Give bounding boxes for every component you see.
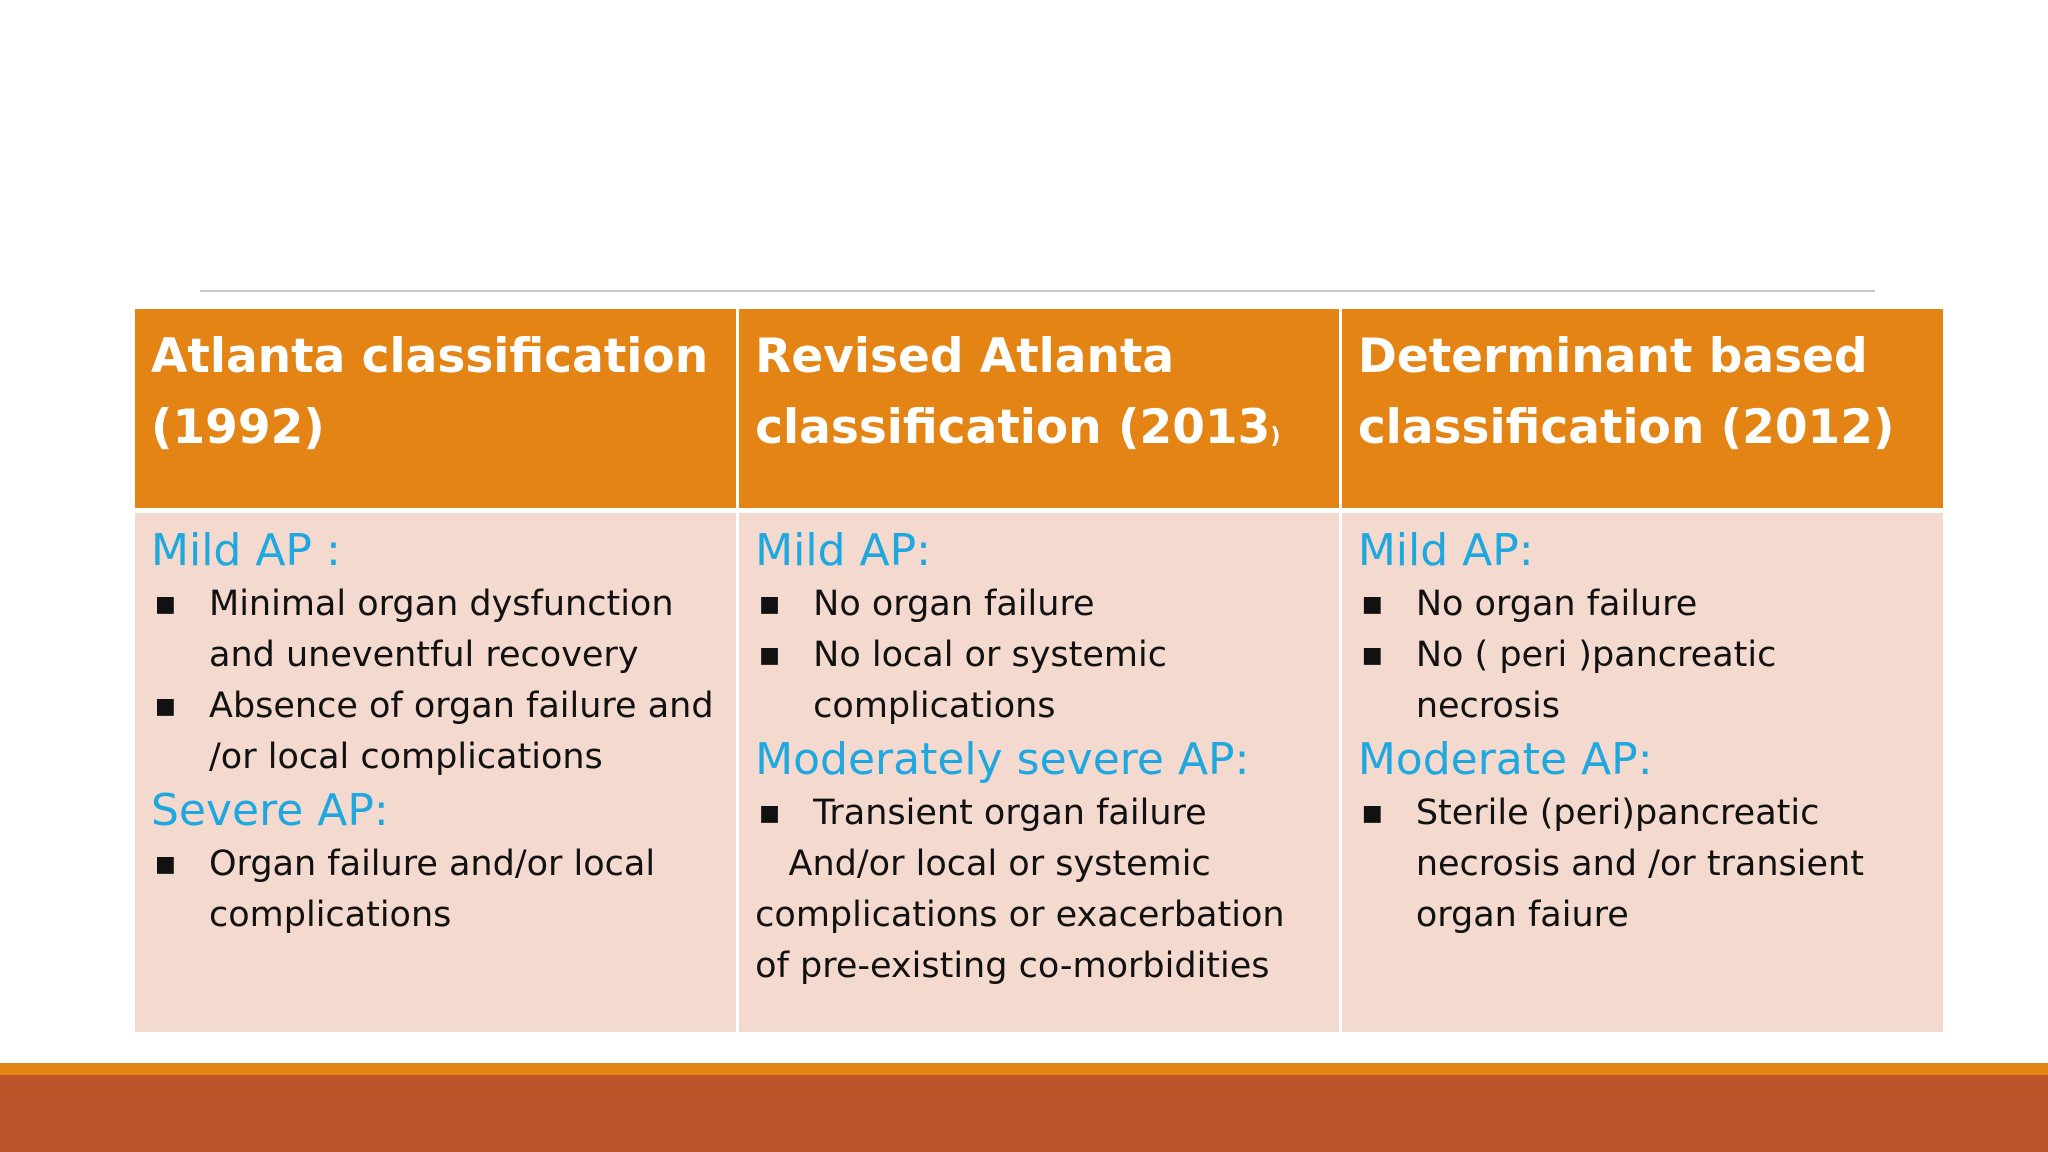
section-title: Mild AP: [755, 524, 931, 576]
square-bullet-icon: ■ [155, 693, 176, 719]
classification-table [135, 309, 1943, 1032]
header-cell-determinant-based-2012 [1340, 309, 1943, 510]
section-title: Mild AP : [151, 524, 341, 576]
title-divider-line [200, 290, 1875, 292]
bullet-item [1358, 788, 1931, 941]
bullet-item [151, 681, 724, 783]
bullet-text: No organ failure [813, 583, 1095, 624]
bullet-item [151, 579, 724, 681]
square-bullet-icon: ■ [1361, 800, 1383, 826]
bullet-text: Absence of organ failure and /or local complications [209, 685, 714, 777]
square-bullet-icon: ■ [759, 591, 780, 617]
body-row [135, 510, 1943, 1032]
square-bullet-icon: ■ [759, 800, 780, 826]
header-text: Determinant based classification (2012) [1357, 329, 1895, 455]
section-title: Severe AP: [151, 784, 389, 836]
bullet-text: Organ failure and/or local complications [209, 843, 656, 935]
bullet-list [151, 839, 724, 941]
header-text: Revised Atlanta classification (2013 [755, 329, 1271, 455]
bullet-item [755, 788, 1327, 839]
square-bullet-icon: ■ [1361, 591, 1383, 617]
continuation-text: And/or local or systemic complications or exacerbation of pre-existing co-morbidities [755, 843, 1296, 986]
footer-bar [0, 1075, 2048, 1152]
header-cell-atlanta-1992 [135, 309, 738, 510]
bullet-item [1358, 579, 1931, 630]
square-bullet-icon: ■ [1361, 642, 1383, 668]
footer-accent-stripe [0, 1063, 2048, 1075]
header-cell-revised-atlanta-2013 [738, 309, 1341, 510]
header-row [135, 309, 1943, 510]
square-bullet-icon: ■ [155, 591, 176, 617]
bullet-text: No local or systemic complications [813, 634, 1167, 726]
body-cell-determinant-based-2012 [1340, 510, 1943, 1032]
bullet-text: No organ failure [1415, 583, 1698, 624]
body-cell-revised-atlanta-2013 [738, 510, 1341, 1032]
bullet-list [1358, 579, 1931, 732]
bullet-item [755, 630, 1327, 732]
bullet-list [755, 579, 1327, 732]
header-suffix: ) [1270, 424, 1281, 449]
section-title: Mild AP: [1357, 524, 1534, 576]
section-title: Moderately severe AP: [755, 733, 1250, 785]
bullet-text: No ( peri )pancreatic necrosis [1415, 634, 1777, 726]
bullet-list [1358, 788, 1931, 941]
square-bullet-icon: ■ [155, 851, 176, 877]
bullet-text: Minimal organ dysfunction and uneventful recovery [209, 583, 674, 675]
section-title: Moderate AP: [1357, 733, 1653, 785]
square-bullet-icon: ■ [759, 642, 780, 668]
header-text: Atlanta classification (1992) [151, 329, 709, 455]
bullet-item [151, 839, 724, 941]
bullet-item [755, 579, 1327, 630]
bullet-text: Sterile (peri)pancreatic necrosis and /or transient organ faiure [1415, 792, 1864, 935]
body-cell-atlanta-1992 [135, 510, 738, 1032]
bullet-item [1358, 630, 1931, 732]
bullet-list [151, 579, 724, 783]
bullet-list [755, 788, 1327, 839]
bullet-text: Transient organ failure [813, 792, 1207, 833]
